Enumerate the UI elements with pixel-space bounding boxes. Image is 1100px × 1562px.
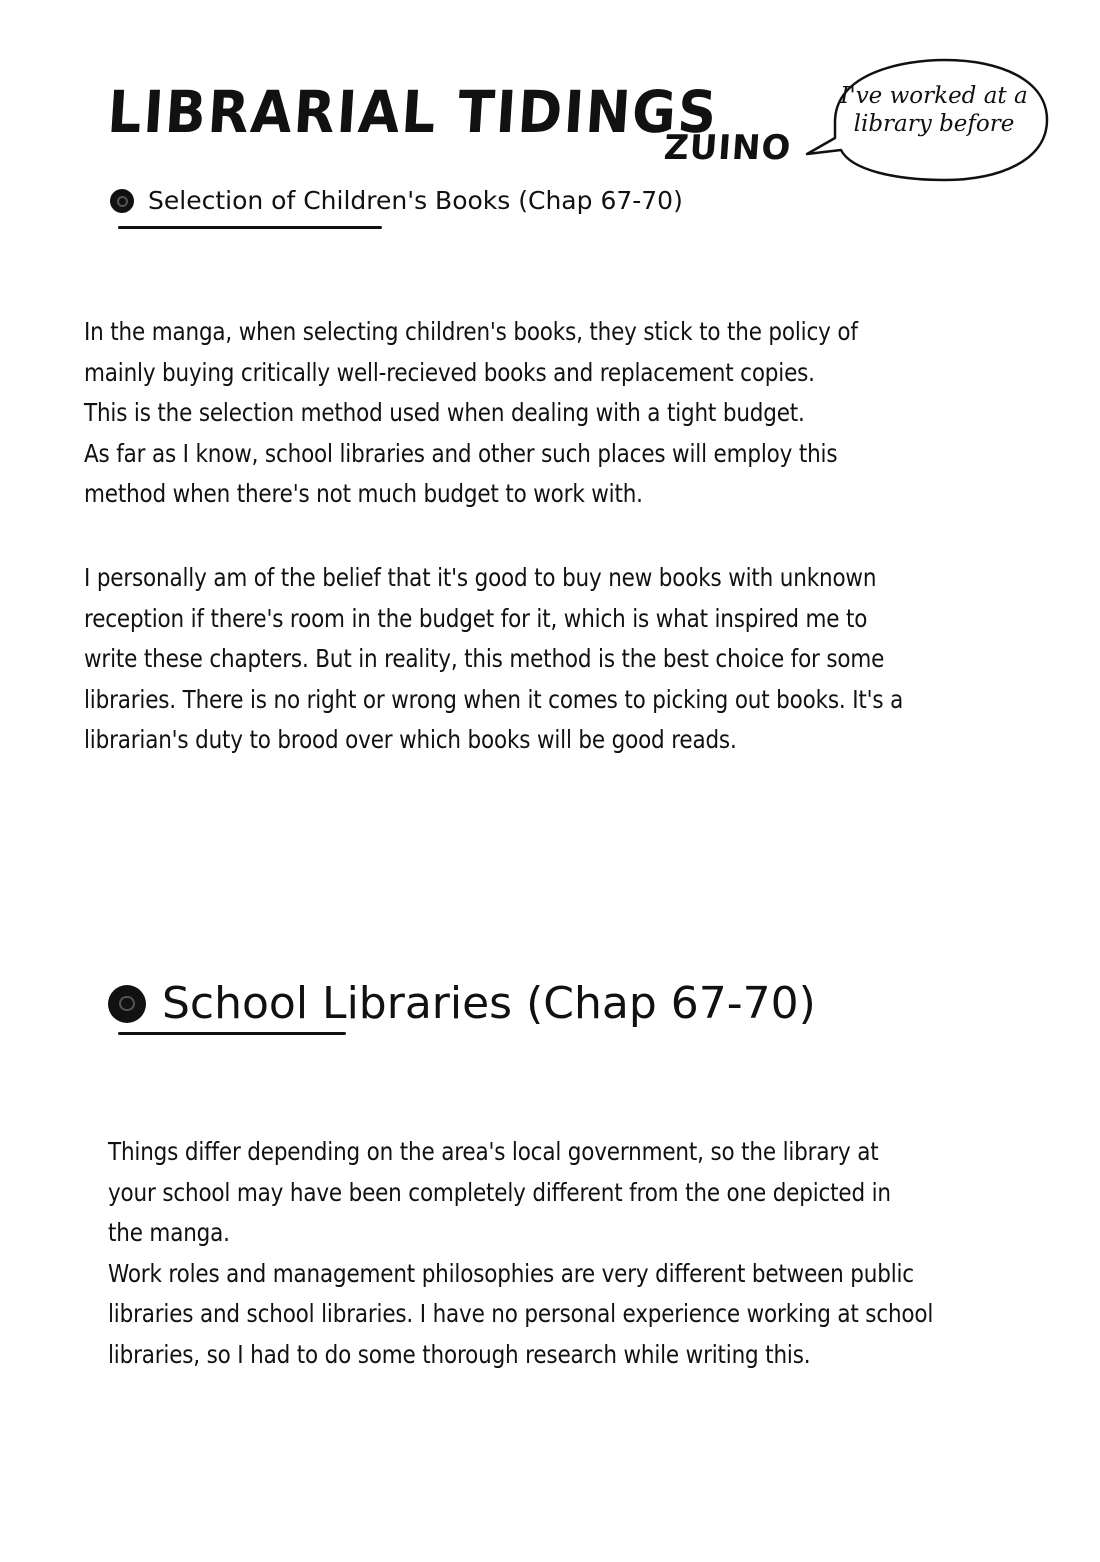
bubble-line: library before bbox=[853, 111, 1015, 137]
text-line: librarian's duty to brood over which books will be good reads. bbox=[84, 725, 737, 754]
bullet-icon bbox=[108, 985, 146, 1023]
speech-bubble bbox=[815, 52, 1050, 184]
text-line: I personally am of the belief that it's good to buy new books with unknown bbox=[84, 563, 877, 592]
section-heading-childrens-books bbox=[110, 186, 683, 215]
text-line: This is the selection method used when dealing with a tight budget. bbox=[84, 398, 805, 427]
heading-underline bbox=[118, 1032, 346, 1035]
text-line: write these chapters. But in reality, this method is the best choice for some bbox=[84, 644, 885, 673]
paragraph-budget-policy bbox=[84, 312, 858, 515]
paragraph-personal-belief bbox=[84, 558, 903, 761]
paragraph-school-libraries bbox=[108, 1132, 933, 1375]
text-line: reception if there's room in the budget for it, which is what inspired me to bbox=[84, 603, 868, 633]
section-heading-text: School Libraries (Chap 67-70) bbox=[162, 978, 816, 1029]
bullet-icon bbox=[110, 189, 134, 213]
text-line: method when there's not much budget to work with. bbox=[84, 479, 643, 508]
text-line: Things differ depending on the area's local government, so the library at bbox=[108, 1137, 879, 1166]
text-line: Work roles and management philosophies are very different between public bbox=[108, 1258, 914, 1288]
text-line: your school may have been completely different from the one depicted in bbox=[108, 1177, 891, 1207]
section-heading-text: Selection of Children's Books (Chap 67-70) bbox=[148, 186, 683, 215]
text-line: libraries, so I had to do some thorough research while writing this. bbox=[108, 1339, 811, 1369]
text-line: mainly buying critically well-recieved books and replacement copies. bbox=[84, 357, 815, 387]
heading-underline bbox=[118, 226, 382, 229]
page-title: LIBRARIAL TIDINGS bbox=[105, 78, 721, 146]
text-line: libraries and school libraries. I have no personal experience working at school bbox=[108, 1299, 934, 1328]
author-name: ZUINO bbox=[662, 128, 793, 168]
text-line: libraries. There is no right or wrong when it comes to picking out books. It's a bbox=[84, 684, 904, 714]
text-line: the manga. bbox=[108, 1218, 230, 1247]
bubble-line: I've worked at a bbox=[840, 83, 1028, 109]
section-heading-school-libraries bbox=[108, 978, 816, 1029]
speech-bubble-text bbox=[829, 82, 1039, 138]
text-line: In the manga, when selecting children's books, they stick to the policy of bbox=[84, 317, 858, 346]
text-line: As far as I know, school libraries and other such places will employ this bbox=[84, 438, 838, 468]
